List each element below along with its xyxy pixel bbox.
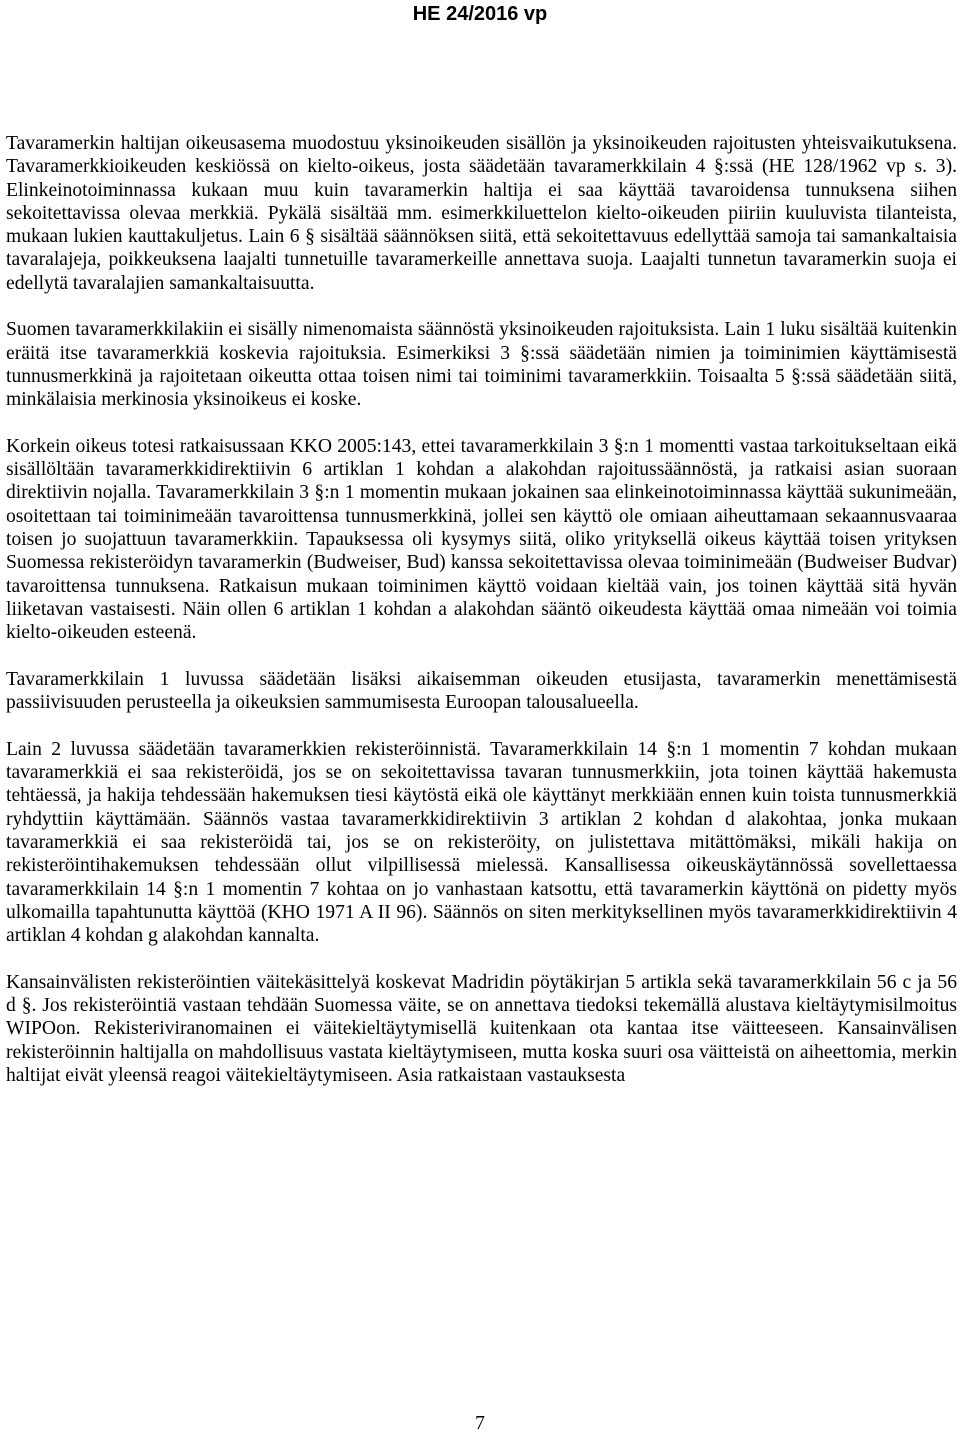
paragraph-kko-ruling: Korkein oikeus totesi ratkaisussaan KKO 2005:143, ettei tavaramerkkilain 3 §:n 1 momentti vastaa tarkoitukseltaan eikä sisällöltään tavaramerkkidirektiivin 6 artiklan 1 kohdan a alakohdan rajoitussäännöstä, ja ratkaisi asian suoraan direktiivin nojalla. Tavaramerkkilain 3 §:n 1 momentin mukaan jokainen saa elinkeinotoiminnassa käyttää sukunimeään, osoitettaan tai toiminimeään tavaroittensa tunnusmerkkinä, jollei sen käyttö ole omiaan aiheuttamaan sekaannusvaaraa toisen jo suojattuun tavaramerkkiin. Tapauksessa oli kysymys siitä, oliko yrityksellä oikeus käyttää toisen yrityksen Suomessa rekisteröidyn tavaramerkin (Budweiser, Bud) kanssa sekoitettavissa olevaa toiminimeään (Budweiser Budvar) tavaroittensa tunnuksena. Ratkaisun mukaan toiminimen käyttö voidaan kieltää vain, jos toinen käyttää sitä hyvän liiketavan vastaisesti. Näin ollen 6 artiklan 1 kohdan a alakohdan sääntö oikeudesta käyttää omaa nimeään voi toimia kielto-oikeuden esteenä. xyxy=(6,435,957,644)
page-number: 7 xyxy=(475,1413,485,1434)
document-header: HE 24/2016 vp xyxy=(412,3,548,25)
paragraph-registration: Lain 2 luvussa säädetään tavaramerkkien rekisteröinnistä. Tavaramerkkilain 14 §:n 1 momentin 7 kohdan mukaan tavaramerkkiä ei saa rekisteröidä, jos se on sekoitettavissa tavaran tunnusmerkkiin, jota toinen käyttää hakemusta tehtäessä, ja hakija tehdessään hakemuksen tiesi käytöstä eikä ole käyttänyt merkkiään ennen kuin toista tunnusmerkkiä ryhdyttiin käyttämään. Säännös vastaa tavaramerkkidirektiivin 3 artiklan 2 kohdan d alakohtaa, jonka mukaan tavaramerkkiä ei saa rekisteröidä tai, jos se on rekisteröity, on julistettava mitättömäksi, mikäli hakija on rekisteröintihakemuksen tehdessään ollut vilpillisessä mielessä. Kansallisessa oikeuskäytännössä sovellettaessa tavaramerkkilain 14 §:n 1 momentin 7 kohtaa on jo vanhastaan katsottu, että tavaramerkin käyttönä on pidetty myös ulkomailla tapahtunutta käyttöä (KHO 1971 A II 96). Säännös on siten merkityksellinen myös tavaramerkkidirektiivin 4 artiklan 4 kohdan g alakohdan kannalta. xyxy=(6,738,957,947)
paragraph-limitations: Suomen tavaramerkkilakiin ei sisälly nimenomaista säännöstä yksinoikeuden rajoituksista. Lain 1 luku sisältää kuitenkin eräitä itse tavaramerkkiä koskevia rajoituksia. Esimerkiksi 3 §:ssä säädetään nimien ja toiminimien käyttämisestä tunnusmerkkinä ja rajoitetaan oikeutta ottaa toisen nimi tai toiminimi tavaramerkkiin. Toisaalta 5 §:ssä säädetään siitä, minkälaisia merkinosia yksinoikeus ei koske. xyxy=(6,319,957,411)
paragraph-owner-rights: Tavaramerkin haltijan oikeusasema muodostuu yksinoikeuden sisällön ja yksinoikeuden rajoitusten yhteisvaikutuksena. Tavaramerkkioikeuden keskiössä on kielto-oikeus, josta säädetään tavaramerkkilain 4 §:ssä (HE 128/1962 vp s. 3). Elinkeinotoiminnassa kukaan muu kuin tavaramerkin haltija ei saa käyttää tavaroidensa tunnuksena siihen sekoitettavissa olevaa merkkiä. Pykälä sisältää mm. esimerkkiluettelon kielto-oikeuden piiriin kuuluvista tilanteista, mukaan lukien kauttakuljetus. Lain 6 § sisältää säännöksen siitä, että sekoitettavuus edellyttää samoja tai samankaltaisia tavaralajeja, poikkeuksena laajalti tunnetuille tavaramerkeille annettava suoja. Laajalti tunnetun tavaramerkin suoja ei edellytä tavaralajien samankaltaisuutta. xyxy=(6,133,957,294)
document-body xyxy=(6,132,957,1087)
paragraph-chapter-1: Tavaramerkkilain 1 luvussa säädetään lisäksi aikaisemman oikeuden etusijasta, tavaramerkin menettämisestä passiivisuuden perusteella ja oikeuksien sammumisesta Euroopan talousalueella. xyxy=(6,668,957,714)
paragraph-international: Kansainvälisten rekisteröintien väitekäsittelyä koskevat Madridin pöytäkirjan 5 artikla sekä tavaramerkkilain 56 c ja 56 d §. Jos rekisteröintiä vastaan tehdään Suomessa väite, se on annettava tiedoksi tekemällä alustava kieltäytymisilmoitus WIPOon. Rekisteriviranomainen ei väitekieltäytymisellä kuitenkaan ota kantaa itse väitteeseen. Kansainvälisen rekisteröinnin haltijalla on mahdollisuus vastata kieltäytymiseen, mutta koska suuri osa väitteistä on aiheettomia, merkin haltijat eivät yleensä reagoi väitekieltäytymiseen. Asia ratkaistaan vastauksesta xyxy=(6,971,957,1086)
